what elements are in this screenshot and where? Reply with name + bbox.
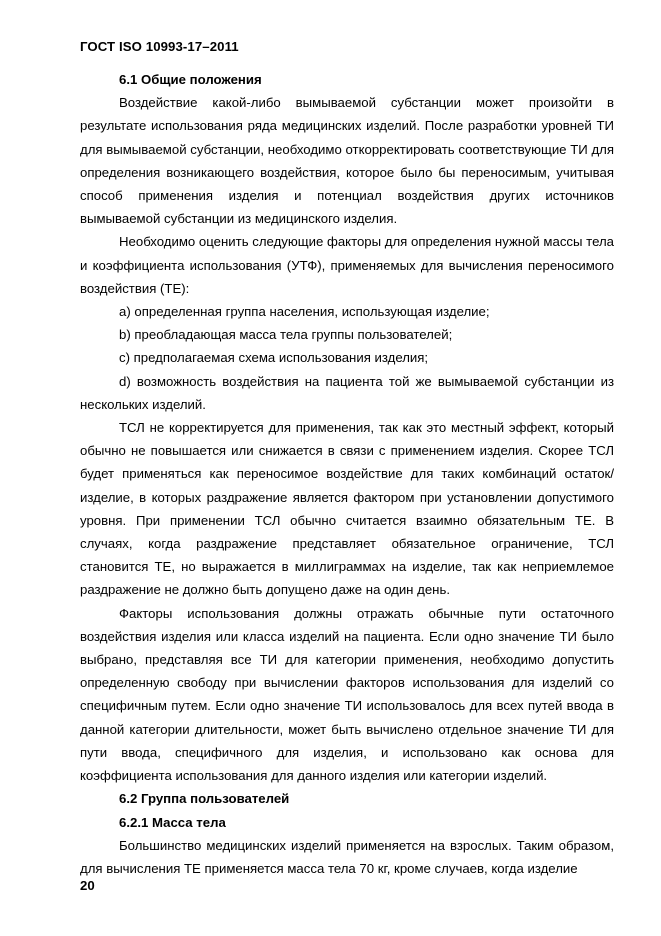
list-item: c) предполагаемая схема использования изделия;: [119, 350, 429, 366]
paragraph: ТСЛ не корректируется для применения, так как это местный эффект, который обычно не повышается или снижается в связи с применением изделия. Скорее ТСЛ будет применяться как переносимое воздействие для таких комбинаций остаток/изделие, в которых раздражение является фактором при установлении допустимого уровня. При применении ТСЛ обычно считается взаимно обязательным ТЕ. В случаях, когда раздражение представляет обязательное ограничение, ТСЛ становится ТЕ, но выражается в миллиграммах на изделие, так как неприемлемое раздражение не должно быть допущено даже на один день.: [80, 420, 614, 598]
document-id: ГОСТ ISO 10993-17–2011: [80, 39, 239, 54]
paragraph: Факторы использования должны отражать обычные пути остаточного воздействия изделия или класса изделий на пациента. Если одно значение ТИ было выбрано, представляя все ТИ для категории применения, необходимо допустить определенную свободу при вычислении факторов использования для изделий со специфичным путем. Если одно значение ТИ использовалось для всех путей ввода в данной категории длительности, может быть вычислено отдельное значение ТИ для пути ввода, специфичного для изделия, и использовано как основа для коэффициента использования для данного изделия или категории изделий.: [80, 605, 614, 784]
section-heading-6-1: 6.1 Общие положения: [119, 72, 262, 87]
list-item: a) определенная группа населения, использующая изделие;: [119, 304, 490, 320]
list-item: d) возможность воздействия на пациента той же вымываемой субстанции из нескольких изделий.: [80, 373, 614, 412]
list-item: b) преобладающая масса тела группы пользователей;: [119, 327, 453, 343]
paragraph: Воздействие какой-либо вымываемой субстанции может произойти в результате использования ряда медицинских изделий. После разработки уровней ТИ для вымываемой субстанции, необходимо откорректировать соответствующие ТИ для определения возникающего воздействия, которое было бы переносимым, учитывая способ применения изделия и потенциал воздействия других источников вымываемой субстанции из медицинского изделия.: [80, 95, 614, 227]
paragraph: Большинство медицинских изделий применяется на взрослых. Таким образом, для вычисления ТЕ применяется масса тела 70 кг, кроме случаев, когда изделие: [80, 837, 614, 876]
document-body: [80, 68, 614, 880]
page-number: 20: [80, 878, 95, 893]
subsection-heading-6-2-1: 6.2.1 Масса тела: [119, 814, 226, 830]
paragraph: Необходимо оценить следующие факторы для определения нужной массы тела и коэффициента использования (УТФ), применяемых для вычисления переносимого воздействия (ТЕ):: [80, 234, 614, 296]
section-heading-6-2: 6.2 Группа пользователей: [119, 791, 290, 807]
